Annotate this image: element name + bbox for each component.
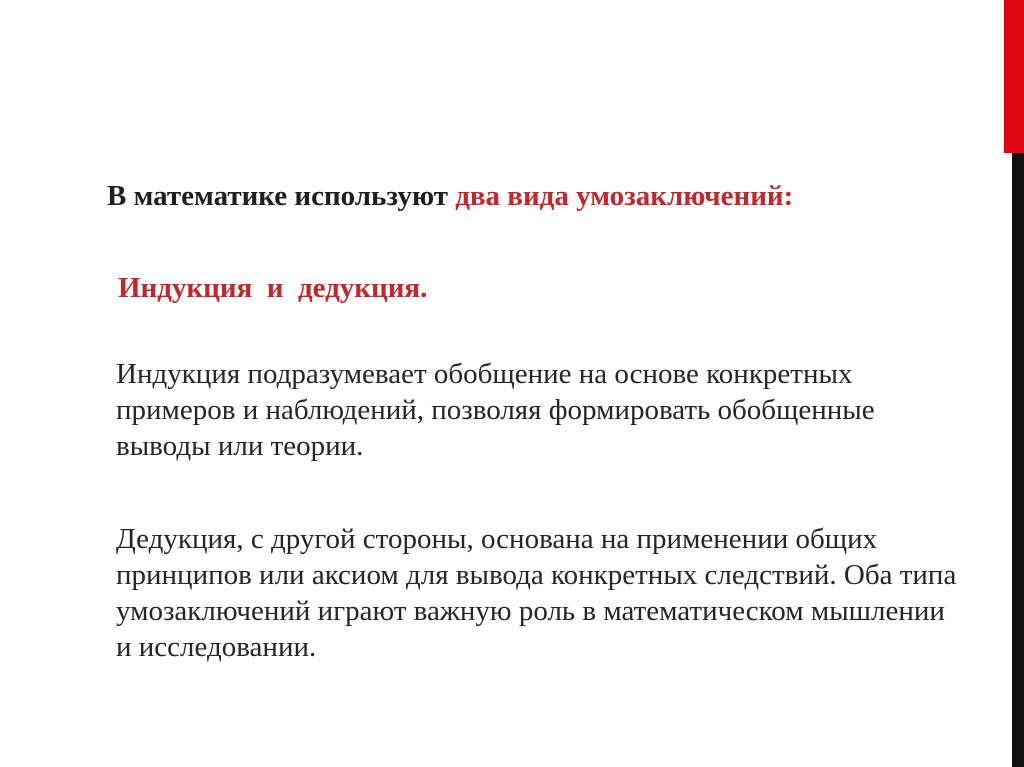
intro-heading xyxy=(107,180,793,213)
intro-prefix: В математике используют xyxy=(107,180,456,212)
accent-bar-black xyxy=(1012,153,1024,767)
paragraph-deduction: Дедукция, с другой стороны, основана на применении общих принципов или аксиом для вывода конкретных следствий. Оба типа умозаключений играют важную роль в математическом мышлении и исследовании. xyxy=(116,523,957,663)
subtitle: Индукция и дедукция. xyxy=(118,272,428,304)
intro-highlight: два вида умозаключений: xyxy=(455,180,794,212)
paragraph-induction: Индукция подразумевает обобщение на основе конкретных примеров и наблюдений, позволяя формировать обобщенные выводы или теории. xyxy=(116,358,875,462)
accent-bar-red xyxy=(1004,0,1024,153)
